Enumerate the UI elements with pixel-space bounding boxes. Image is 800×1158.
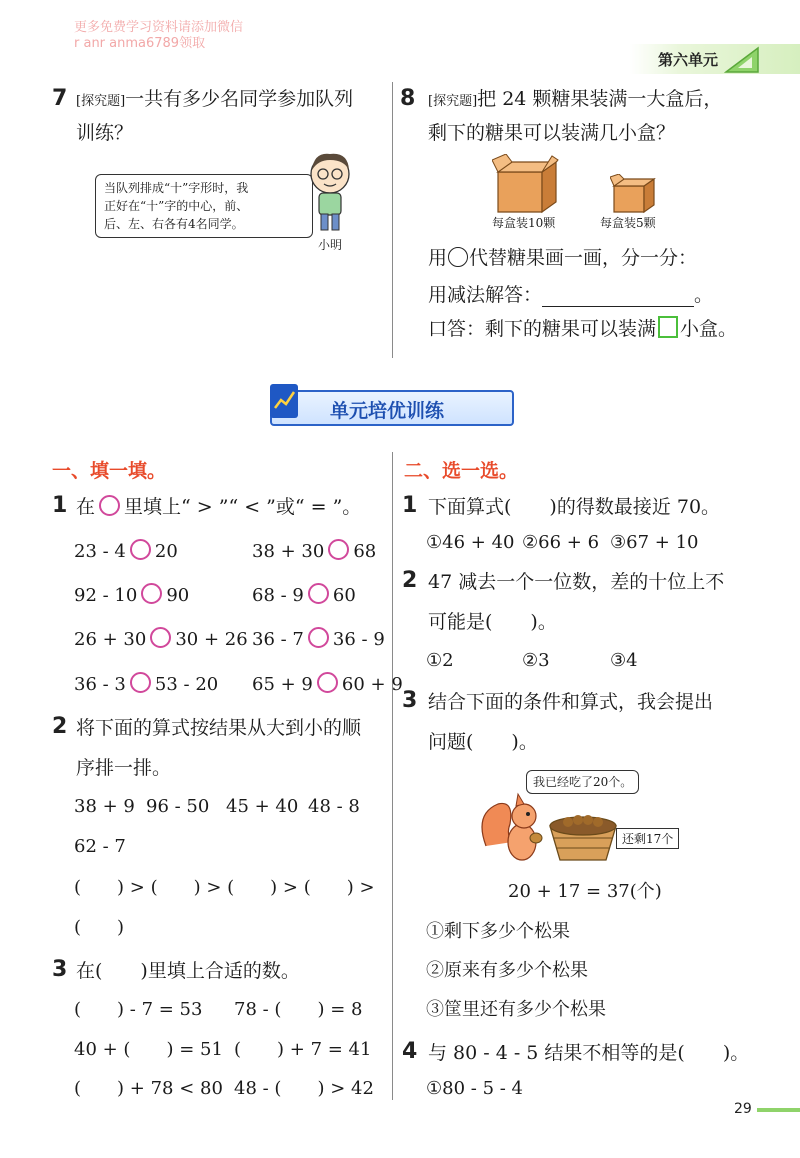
order-answer-line1[interactable]: ( ) > ( ) > ( ) > ( ) >	[74, 877, 375, 898]
expr-item: 48 - 8	[308, 796, 360, 817]
p1-q1-post: 里填上“ > ”“ < ”或“ = ”。	[124, 496, 362, 518]
order-answer-line2[interactable]: ( )	[74, 917, 125, 938]
p2-q3-equation: 20 + 17 = 37(个)	[508, 881, 662, 902]
p1-q2-line1: 将下面的算式按结果从大到小的顺	[76, 717, 362, 739]
compare-circle[interactable]	[141, 583, 162, 604]
p2-q2-line2: 可能是( )。	[428, 611, 557, 633]
option-item[interactable]: ①80 - 5 - 4	[426, 1078, 523, 1099]
p1-q1-pre: 在	[76, 496, 96, 518]
question-8-oral-answer	[428, 316, 737, 341]
fill-expr[interactable]: ( ) - 7 = 53	[74, 999, 203, 1020]
compare-left: 65 + 9	[252, 674, 313, 695]
big-box-icon	[492, 154, 560, 214]
candy-circle-icon	[448, 247, 468, 267]
page-number-accent	[757, 1108, 800, 1112]
compare-row	[252, 627, 385, 651]
option-item[interactable]: ②原来有多少个松果	[426, 960, 588, 981]
compare-left: 36 - 3	[74, 674, 126, 695]
compare-left: 38 + 30	[252, 541, 325, 562]
squirrel-speech-bubble: 我已经吃了20个。	[526, 770, 639, 794]
compare-left: 23 - 4	[74, 541, 126, 562]
compare-row	[252, 539, 376, 563]
compare-circle[interactable]	[130, 539, 151, 560]
fill-expr[interactable]: 78 - ( ) = 8	[234, 999, 363, 1020]
compare-row	[74, 539, 178, 563]
compare-circle[interactable]	[328, 539, 349, 560]
fill-expr[interactable]: ( ) + 78 < 80	[74, 1078, 223, 1099]
unit-label: 第六单元	[658, 51, 719, 69]
compare-left: 26 + 30	[74, 629, 147, 650]
option-item[interactable]: ③筐里还有多少个松果	[426, 999, 606, 1020]
draw-suffix: 代替糖果画一画，分一分：	[469, 247, 698, 269]
p1-q2-number: 2	[52, 714, 68, 739]
p2-q1-text: 下面算式( )的得数最接近 70。	[428, 496, 721, 518]
bubble-line: 后、左、右各有4名同学。	[104, 217, 244, 231]
p2-q1-number: 1	[402, 493, 418, 518]
p2-q2-line1: 47 减去一个一位数，差的十位上不	[428, 571, 725, 593]
boy-xiaoming-illustration	[304, 150, 356, 238]
compare-row	[252, 583, 356, 607]
answer-prefix: 口答：剩下的糖果可以装满	[428, 318, 657, 340]
draw-prefix: 用	[428, 247, 448, 269]
compare-right: 60 + 9	[341, 674, 403, 695]
subtract-label: 用减法解答：	[428, 284, 543, 306]
column-divider-bottom	[392, 452, 393, 1100]
part1-heading: 一、填一填。	[52, 460, 167, 482]
column-divider-top	[392, 82, 393, 358]
compare-right: 53 - 20	[154, 674, 219, 695]
remaining-label: 还剩17个	[616, 828, 679, 849]
question-7-speech-bubble	[95, 174, 313, 238]
compare-left: 36 - 7	[252, 629, 304, 650]
expr-item: 62 - 7	[74, 836, 126, 857]
compare-right: 36 - 9	[332, 629, 385, 650]
fill-expr[interactable]: 48 - ( ) > 42	[234, 1078, 374, 1099]
compare-left: 68 - 9	[252, 585, 304, 606]
p2-q2-number: 2	[402, 568, 418, 593]
p1-q1-text	[76, 495, 361, 519]
expr-item: 45 + 40	[226, 796, 299, 817]
p2-q3-line2: 问题( )。	[428, 731, 538, 753]
fill-expr[interactable]: ( ) + 7 = 41	[234, 1039, 372, 1060]
option-item[interactable]: ②3	[522, 650, 550, 671]
compare-circle-icon	[99, 495, 120, 516]
compare-left: 92 - 10	[74, 585, 138, 606]
section-banner	[270, 386, 514, 426]
p1-q2-line2: 序排一排。	[76, 757, 172, 779]
option-item[interactable]: ①46 + 40	[426, 532, 515, 553]
compare-row	[74, 672, 218, 696]
ruler-triangle-icon	[724, 46, 760, 74]
trend-chart-icon	[268, 382, 302, 422]
option-item[interactable]: ③4	[610, 650, 638, 671]
p2-q4-text: 与 80 - 4 - 5 结果不相等的是( )。	[428, 1042, 750, 1064]
xiaoming-name: 小明	[318, 238, 343, 252]
subtract-answer-blank[interactable]	[542, 288, 694, 307]
compare-circle[interactable]	[308, 583, 329, 604]
compare-circle[interactable]	[150, 627, 171, 648]
small-box-icon	[610, 174, 656, 214]
big-box-label: 每盒装10颗	[492, 216, 556, 230]
compare-circle[interactable]	[130, 672, 151, 693]
option-item[interactable]: ①2	[426, 650, 454, 671]
p2-q4-number: 4	[402, 1039, 418, 1064]
compare-row	[252, 672, 403, 696]
compare-row	[74, 583, 189, 607]
p2-q3-number: 3	[402, 688, 418, 713]
watermark-line1: 更多免费学习资料请添加微信	[74, 20, 244, 35]
question-8-tag: [探究题]	[428, 94, 478, 109]
compare-right: 90	[166, 585, 190, 606]
bubble-line: 正好在“十”字的中心，前、	[104, 199, 249, 213]
question-8-line2: 剩下的糖果可以装满几小盒？	[428, 122, 676, 144]
question-7-tag: [探究题]	[76, 94, 126, 109]
question-8-text	[428, 87, 722, 114]
option-item[interactable]: ①剩下多少个松果	[426, 921, 570, 942]
question-8-number: 8	[400, 86, 416, 111]
page-number: 29	[734, 1101, 752, 1117]
banner-title: 单元培优训练	[330, 400, 445, 422]
answer-box[interactable]	[658, 316, 678, 338]
compare-circle[interactable]	[317, 672, 338, 693]
expr-item: 38 + 9	[74, 796, 135, 817]
compare-row	[74, 627, 248, 651]
subtract-end: 。	[694, 284, 714, 306]
small-box-label: 每盒装5颗	[600, 216, 656, 230]
answer-suffix: 小盒。	[680, 318, 738, 340]
compare-right: 68	[353, 541, 377, 562]
option-item[interactable]: ③67 + 10	[610, 532, 699, 553]
p1-q1-number: 1	[52, 493, 68, 518]
question-8-draw-instruction	[428, 246, 697, 270]
question-7-line1: 一共有多少名同学参加队列	[125, 88, 354, 110]
question-7-text	[76, 87, 353, 114]
p2-q3-line1: 结合下面的条件和算式，我会提出	[428, 691, 714, 713]
part2-heading: 二、选一选。	[404, 460, 519, 482]
question-7-line2: 训练？	[76, 122, 134, 144]
question-8-subtract-line	[428, 283, 713, 307]
p1-q3-number: 3	[52, 957, 68, 982]
compare-right: 20	[154, 541, 178, 562]
p1-q3-text: 在( )里填上合适的数。	[76, 960, 300, 982]
watermark-line2: r anr anma6789领取	[74, 36, 206, 51]
question-8-line1: 把 24 颗糖果装满一大盒后，	[477, 88, 723, 110]
compare-right: 60	[332, 585, 356, 606]
question-7-number: 7	[52, 86, 68, 111]
option-item[interactable]: ②66 + 6	[522, 532, 600, 553]
bubble-line: 当队列排成“十”字形时，我	[104, 181, 249, 195]
expr-item: 96 - 50	[146, 796, 210, 817]
unit-tag	[630, 44, 800, 74]
squirrel-basket-illustration	[480, 790, 620, 866]
compare-circle[interactable]	[308, 627, 329, 648]
compare-right: 30 + 26	[175, 629, 248, 650]
fill-expr[interactable]: 40 + ( ) = 51	[74, 1039, 223, 1060]
